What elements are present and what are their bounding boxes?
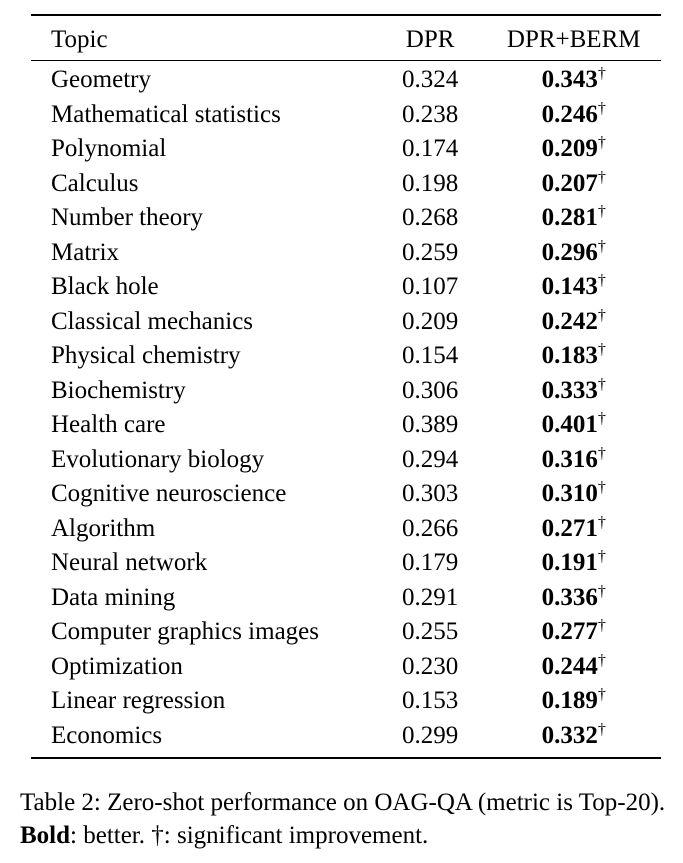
cell-dpr: 0.299 bbox=[401, 721, 459, 749]
cell-dpr-berm-value: 0.143 bbox=[541, 273, 598, 300]
table-caption bbox=[20, 786, 680, 852]
cell-dpr-berm-value: 0.244 bbox=[541, 652, 598, 680]
significance-dagger: † bbox=[597, 341, 606, 358]
cell-topic: Optimization bbox=[51, 652, 183, 680]
significance-dagger: † bbox=[597, 651, 606, 669]
cell-dpr-berm-value: 0.332 bbox=[541, 721, 598, 749]
cell-dpr-berm-value: 0.183 bbox=[541, 342, 598, 369]
table-row bbox=[31, 305, 661, 340]
significance-dagger: † bbox=[597, 617, 606, 634]
cell-dpr-berm-value: 0.401 bbox=[541, 411, 598, 438]
cell-topic: Health care bbox=[51, 411, 166, 438]
cell-dpr: 0.268 bbox=[401, 204, 459, 231]
cell-topic: Computer graphics images bbox=[51, 618, 319, 645]
cell-dpr-berm-value: 0.316 bbox=[541, 445, 598, 473]
cell-dpr-berm bbox=[486, 443, 661, 478]
significance-dagger: † bbox=[597, 686, 606, 703]
cell-topic: Biochemistry bbox=[51, 376, 186, 404]
cell-topic: Neural network bbox=[51, 549, 208, 576]
cell-dpr-berm-value: 0.209 bbox=[541, 135, 598, 162]
caption-bold-word: Bold bbox=[20, 822, 71, 849]
table-body bbox=[31, 61, 661, 759]
table-row bbox=[31, 132, 661, 167]
table-row bbox=[31, 719, 661, 759]
cell-dpr-berm bbox=[486, 132, 661, 167]
cell-dpr-berm-value: 0.191 bbox=[541, 549, 598, 576]
cell-dpr-berm-value: 0.207 bbox=[541, 169, 598, 197]
header-dpr-berm: DPR+BERM bbox=[506, 25, 641, 53]
cell-dpr-berm bbox=[486, 305, 661, 340]
cell-topic: Number theory bbox=[51, 204, 204, 231]
cell-topic: Physical chemistry bbox=[51, 342, 241, 369]
cell-dpr: 0.324 bbox=[401, 66, 459, 93]
cell-topic: Evolutionary biology bbox=[51, 445, 265, 473]
cell-dpr: 0.266 bbox=[401, 514, 459, 542]
cell-topic: Economics bbox=[51, 721, 163, 749]
header-topic: Topic bbox=[51, 25, 108, 53]
cell-dpr: 0.198 bbox=[401, 169, 459, 197]
table-row bbox=[31, 650, 661, 685]
cell-dpr-berm bbox=[486, 201, 661, 236]
results-table bbox=[31, 14, 661, 759]
cell-dpr-berm-value: 0.333 bbox=[541, 376, 598, 404]
caption-text-2: : better. bbox=[70, 822, 152, 849]
significance-dagger: † bbox=[597, 410, 606, 427]
table-row bbox=[31, 477, 661, 512]
cell-topic: Calculus bbox=[51, 169, 139, 197]
cell-topic: Matrix bbox=[51, 238, 120, 266]
cell-dpr: 0.153 bbox=[401, 687, 459, 714]
cell-dpr: 0.209 bbox=[401, 307, 459, 335]
cell-topic: Classical mechanics bbox=[51, 307, 254, 335]
table-row bbox=[31, 546, 661, 581]
significance-dagger: † bbox=[597, 720, 606, 738]
table-row bbox=[31, 581, 661, 616]
caption-dagger: † bbox=[151, 822, 164, 849]
cell-dpr-berm-value: 0.336 bbox=[541, 583, 598, 611]
significance-dagger: † bbox=[597, 306, 606, 324]
significance-dagger: † bbox=[597, 479, 606, 496]
table-row bbox=[31, 684, 661, 719]
cell-dpr: 0.179 bbox=[401, 549, 459, 576]
table-row bbox=[31, 201, 661, 236]
cell-dpr-berm bbox=[486, 167, 661, 202]
cell-dpr-berm bbox=[486, 98, 661, 133]
cell-dpr-berm bbox=[486, 61, 661, 98]
table-row bbox=[31, 443, 661, 478]
cell-dpr-berm-value: 0.281 bbox=[541, 204, 598, 231]
table-header bbox=[31, 15, 661, 61]
cell-topic: Geometry bbox=[51, 66, 151, 93]
table-row bbox=[31, 98, 661, 133]
cell-topic: Algorithm bbox=[51, 514, 156, 542]
cell-topic: Mathematical statistics bbox=[51, 100, 281, 128]
cell-dpr-berm bbox=[486, 270, 661, 305]
cell-dpr-berm bbox=[486, 512, 661, 547]
cell-dpr-berm-value: 0.296 bbox=[541, 238, 598, 266]
cell-dpr-berm bbox=[486, 546, 661, 581]
cell-dpr: 0.291 bbox=[401, 583, 459, 611]
cell-dpr: 0.238 bbox=[401, 100, 459, 128]
cell-dpr: 0.154 bbox=[401, 342, 459, 369]
cell-dpr-berm-value: 0.242 bbox=[541, 307, 598, 335]
significance-dagger: † bbox=[597, 237, 606, 255]
table-row bbox=[31, 236, 661, 271]
caption-text-3: : significant improvement. bbox=[163, 822, 429, 849]
caption-text-1: Table 2: Zero-shot performance on OAG-QA (metric is Top-20). bbox=[20, 789, 666, 816]
significance-dagger: † bbox=[597, 444, 606, 462]
results-table-container bbox=[31, 14, 661, 759]
cell-dpr-berm bbox=[486, 615, 661, 650]
significance-dagger: † bbox=[597, 272, 606, 289]
header-dpr: DPR bbox=[405, 25, 455, 53]
table-row bbox=[31, 615, 661, 650]
cell-dpr-berm-value: 0.310 bbox=[541, 480, 598, 507]
cell-dpr: 0.230 bbox=[401, 652, 459, 680]
significance-dagger: † bbox=[597, 134, 606, 151]
significance-dagger: † bbox=[597, 582, 606, 600]
cell-dpr-berm bbox=[486, 408, 661, 443]
cell-topic: Black hole bbox=[51, 273, 159, 300]
significance-dagger: † bbox=[597, 203, 606, 220]
table-row bbox=[31, 339, 661, 374]
cell-dpr-berm bbox=[486, 477, 661, 512]
cell-dpr: 0.107 bbox=[401, 273, 459, 300]
cell-dpr: 0.174 bbox=[401, 135, 459, 162]
table-row bbox=[31, 512, 661, 547]
cell-dpr: 0.259 bbox=[401, 238, 459, 266]
cell-topic: Cognitive neuroscience bbox=[51, 480, 287, 507]
cell-dpr-berm-value: 0.189 bbox=[541, 687, 598, 714]
significance-dagger: † bbox=[597, 65, 606, 82]
cell-dpr: 0.306 bbox=[401, 376, 459, 404]
cell-dpr-berm-value: 0.343 bbox=[541, 66, 598, 93]
cell-dpr-berm bbox=[486, 719, 661, 759]
table-row bbox=[31, 167, 661, 202]
cell-topic: Linear regression bbox=[51, 687, 226, 714]
table-row bbox=[31, 374, 661, 409]
significance-dagger: † bbox=[597, 548, 606, 565]
table-row bbox=[31, 408, 661, 443]
cell-dpr-berm-value: 0.277 bbox=[541, 618, 598, 645]
cell-dpr-berm bbox=[486, 650, 661, 685]
significance-dagger: † bbox=[597, 513, 606, 531]
table-row bbox=[31, 61, 661, 98]
cell-dpr: 0.294 bbox=[401, 445, 459, 473]
table-row bbox=[31, 270, 661, 305]
significance-dagger: † bbox=[597, 375, 606, 393]
cell-dpr-berm-value: 0.246 bbox=[541, 100, 598, 128]
cell-dpr-berm bbox=[486, 684, 661, 719]
cell-dpr-berm bbox=[486, 236, 661, 271]
cell-dpr-berm bbox=[486, 374, 661, 409]
cell-dpr: 0.389 bbox=[401, 411, 459, 438]
cell-dpr-berm-value: 0.271 bbox=[541, 514, 598, 542]
cell-dpr: 0.255 bbox=[401, 618, 459, 645]
cell-dpr: 0.303 bbox=[401, 480, 459, 507]
significance-dagger: † bbox=[597, 99, 606, 117]
significance-dagger: † bbox=[597, 168, 606, 186]
cell-topic: Polynomial bbox=[51, 135, 167, 162]
cell-dpr-berm bbox=[486, 339, 661, 374]
header-row bbox=[31, 15, 661, 61]
cell-dpr-berm bbox=[486, 581, 661, 616]
cell-topic: Data mining bbox=[51, 583, 176, 611]
